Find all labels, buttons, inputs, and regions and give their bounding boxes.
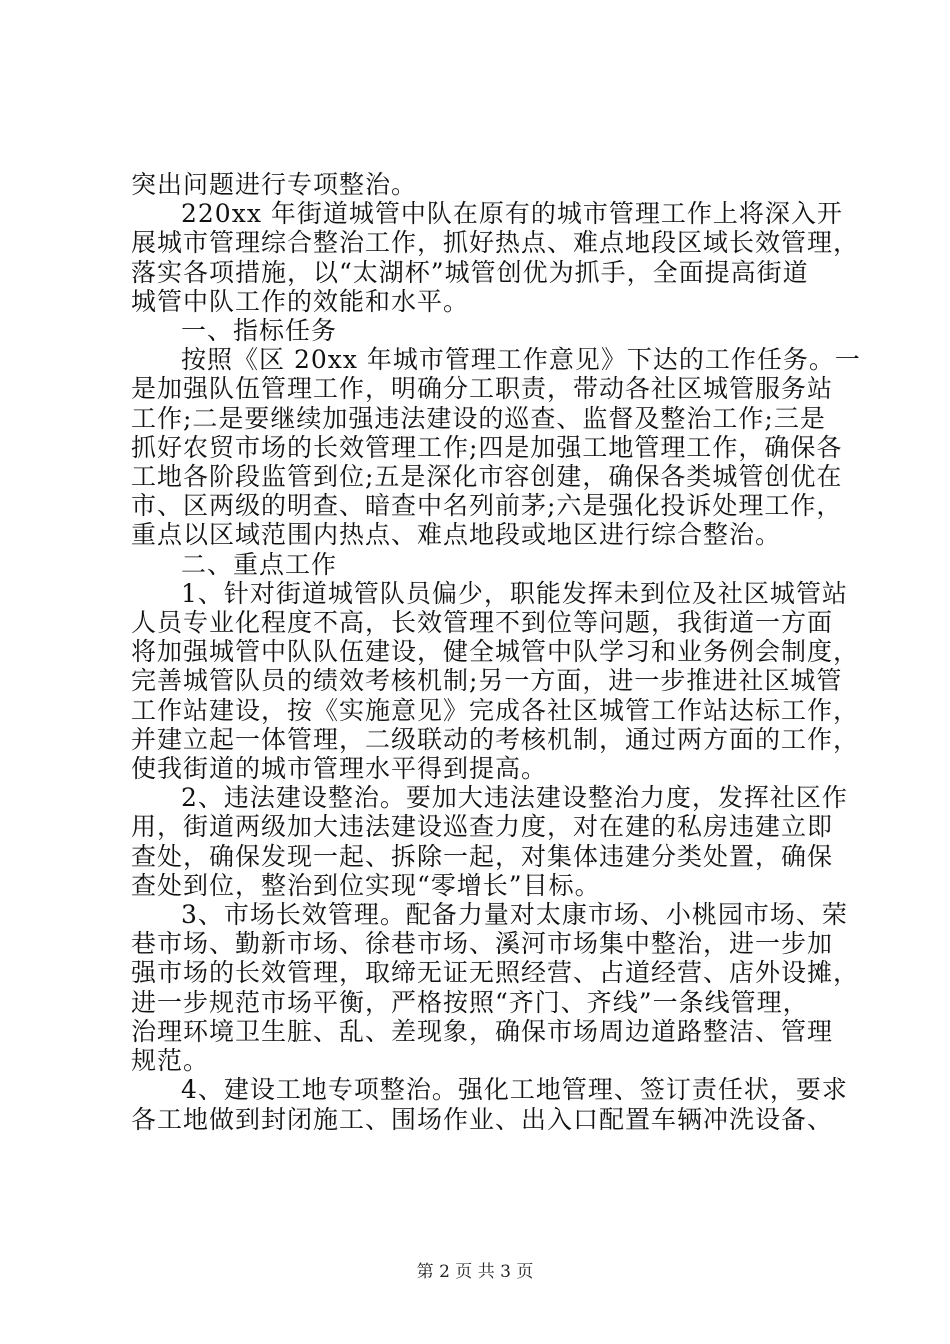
section-heading: 二、重点工作 — [181, 549, 338, 579]
paragraph-start-line: 1、针对街道城管队员偏少，职能发挥未到位及社区城管站 — [181, 578, 848, 608]
text-line: 市、区两级的明查、暗查中名列前茅;六是强化投诉处理工作， — [131, 491, 843, 521]
text-line: 规范。 — [131, 1046, 210, 1076]
paragraph-start-line: 4、建设工地专项整治。强化工地管理、签订责任状，要求 — [181, 1075, 848, 1105]
page-number-footer: 第 2 页 共 3 页 — [416, 1262, 534, 1282]
text-line: 工作;二是要继续加强违法建设的巡查、监督及整治工作;三是 — [131, 403, 826, 433]
text-line: 查处，确保发现一起、拆除一起，对集体违建分类处置，确保 — [131, 841, 834, 871]
text-line: 人员专业化程度不高，长效管理不到位等问题，我街道一方面 — [131, 608, 834, 638]
text-line: 用，街道两级加大违法建设巡查力度，对在建的私房违建立即 — [131, 812, 834, 842]
paragraph-start-line: 220xx 年街道城管中队在原有的城市管理工作上将深入开 — [181, 199, 843, 229]
text-line: 使我街道的城市管理水平得到提高。 — [131, 754, 548, 784]
document-body — [131, 170, 861, 1134]
section-heading: 一、指标任务 — [181, 316, 338, 346]
text-line: 工作站建设，按《实施意见》完成各社区城管工作站达标工作， — [131, 695, 860, 725]
text-line: 展城市管理综合整治工作，抓好热点、难点地段区域长效管理， — [131, 228, 860, 258]
text-line: 治理环境卫生脏、乱、差现象，确保市场周边道路整洁、管理 — [131, 1016, 834, 1046]
text-line: 是加强队伍管理工作，明确分工职责，带动各社区城管服务站 — [131, 374, 834, 404]
text-line: 各工地做到封闭施工、围场作业、出入口配置车辆冲洗设备、 — [131, 1104, 834, 1134]
text-line: 查处到位，整治到位实现“零增长”目标。 — [131, 870, 601, 900]
text-line: 将加强城管中队队伍建设，健全城管中队学习和业务例会制度， — [131, 637, 860, 667]
paragraph-start-line: 2、违法建设整治。要加大违法建设整治力度，发挥社区作 — [181, 783, 848, 813]
paragraph-start-line: 按照《区 20xx 年城市管理工作意见》下达的工作任务。一 — [181, 345, 861, 375]
text-line: 突出问题进行专项整治。 — [131, 170, 418, 199]
text-line: 重点以区域范围内热点、难点地段或地区进行综合整治。 — [131, 520, 782, 550]
text-line: 进一步规范市场平衡，严格按照“齐门、齐线”一条线管理， — [131, 987, 809, 1017]
paragraph-start-line: 3、市场长效管理。配备力量对太康市场、小桃园市场、荣 — [181, 900, 848, 930]
text-line: 并建立起一体管理，二级联动的考核机制，通过两方面的工作， — [131, 724, 860, 754]
text-line: 巷市场、勤新市场、徐巷市场、溪河市场集中整治，进一步加 — [131, 929, 834, 959]
text-line: 落实各项措施，以“太湖杯”城管创优为抓手，全面提高街道 — [131, 257, 809, 287]
text-line: 城管中队工作的效能和水平。 — [131, 286, 470, 316]
text-line: 完善城管队员的绩效考核机制;另一方面，进一步推进社区城管 — [131, 666, 843, 696]
text-line: 工地各阶段监管到位;五是深化市容创建，确保各类城管创优在 — [131, 462, 843, 492]
text-line: 抓好农贸市场的长效管理工作;四是加强工地管理工作，确保各 — [131, 432, 843, 462]
text-line: 强市场的长效管理，取缔无证无照经营、占道经营、店外设摊， — [131, 958, 860, 988]
